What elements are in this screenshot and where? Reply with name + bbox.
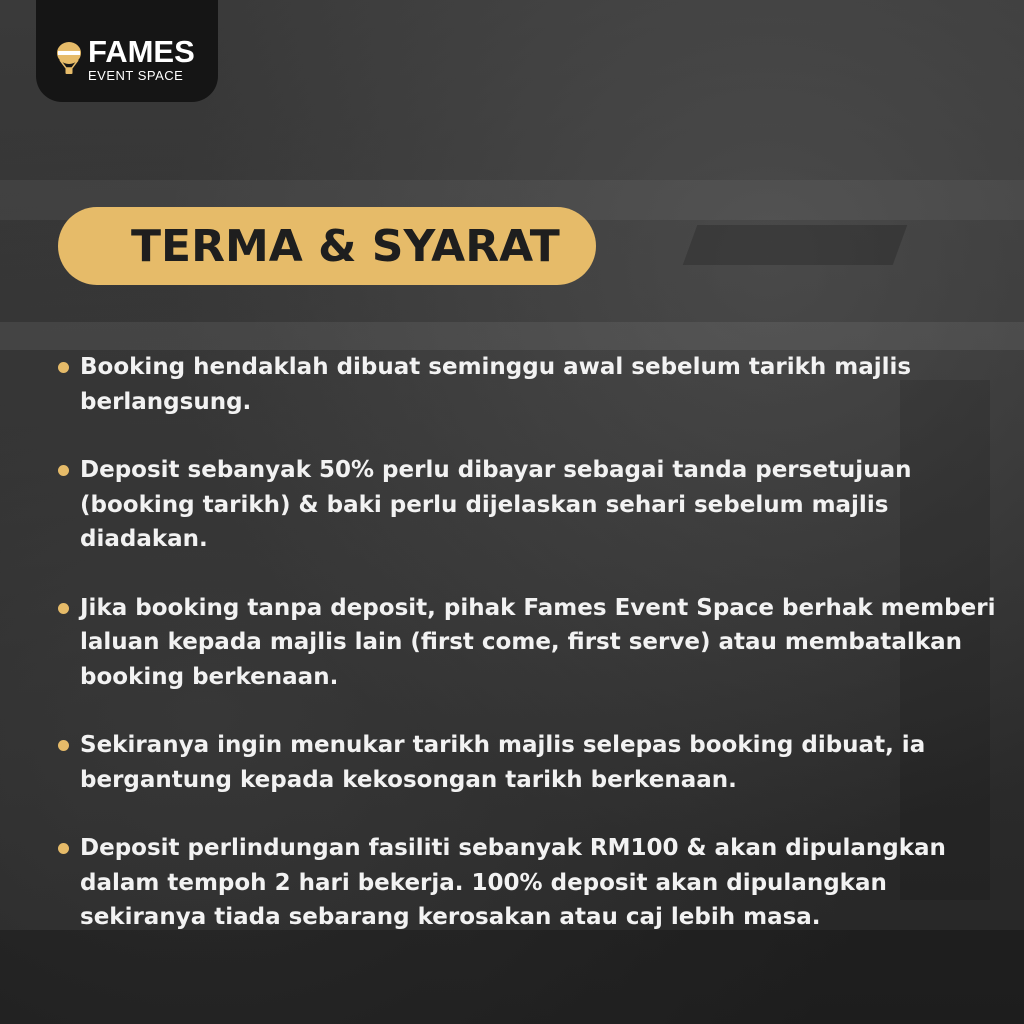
term-text xyxy=(80,591,998,695)
term-line: berlangsung. xyxy=(80,388,252,415)
term-text xyxy=(80,453,998,557)
term-line: sekiranya tiada sebarang kerosakan atau caj lebih masa. xyxy=(80,904,821,930)
list-item xyxy=(58,591,998,695)
term-line: dalam tempoh 2 hari bekerja. 100% deposit akan dipulangkan xyxy=(80,869,887,896)
term-line: laluan kepada majlis lain (first come, first serve) atau membatalkan xyxy=(80,629,963,655)
bullet-icon xyxy=(58,362,69,373)
term-line: Booking hendaklah dibuat seminggu awal sebelum tarikh majlis xyxy=(80,354,912,380)
term-line: bergantung kepada kekosongan tarikh berkenaan. xyxy=(80,766,737,793)
bullet-icon xyxy=(58,603,69,614)
list-item xyxy=(58,728,998,797)
term-line: booking berkenaan. xyxy=(80,663,339,690)
term-text xyxy=(80,728,998,797)
term-text xyxy=(80,831,998,935)
term-line: diadakan. xyxy=(80,526,208,552)
list-item xyxy=(58,831,998,935)
background-shape xyxy=(683,225,908,265)
hot-air-balloon-icon xyxy=(56,42,82,76)
bullet-icon xyxy=(58,740,69,751)
term-text xyxy=(80,350,998,419)
logo-subtitle: EVENT SPACE xyxy=(88,68,184,83)
bullet-icon xyxy=(58,465,69,476)
background-band xyxy=(0,322,1024,350)
term-line: Jika booking tanpa deposit, pihak Fames Event Space berhak memberi xyxy=(80,594,996,621)
terms-list xyxy=(58,350,998,969)
term-line: Deposit perlindungan fasiliti sebanyak RM100 & akan dipulangkan xyxy=(80,835,946,861)
list-item xyxy=(58,350,998,419)
term-line: Sekiranya ingin menukar tarikh majlis selepas booking dibuat, ia xyxy=(80,732,926,758)
term-line: Deposit sebanyak 50% perlu dibayar sebagai tanda persetujuan xyxy=(80,457,912,483)
list-item xyxy=(58,453,998,557)
page-title: TERMA & SYARAT xyxy=(131,220,560,272)
term-line: (booking tarikh) & baki perlu dijelaskan sehari sebelum majlis xyxy=(80,491,889,518)
bullet-icon xyxy=(58,843,69,854)
brand-logo xyxy=(56,36,195,82)
logo-text xyxy=(88,36,195,82)
heading-pill xyxy=(58,207,596,285)
logo-title: FAMES xyxy=(88,34,195,69)
